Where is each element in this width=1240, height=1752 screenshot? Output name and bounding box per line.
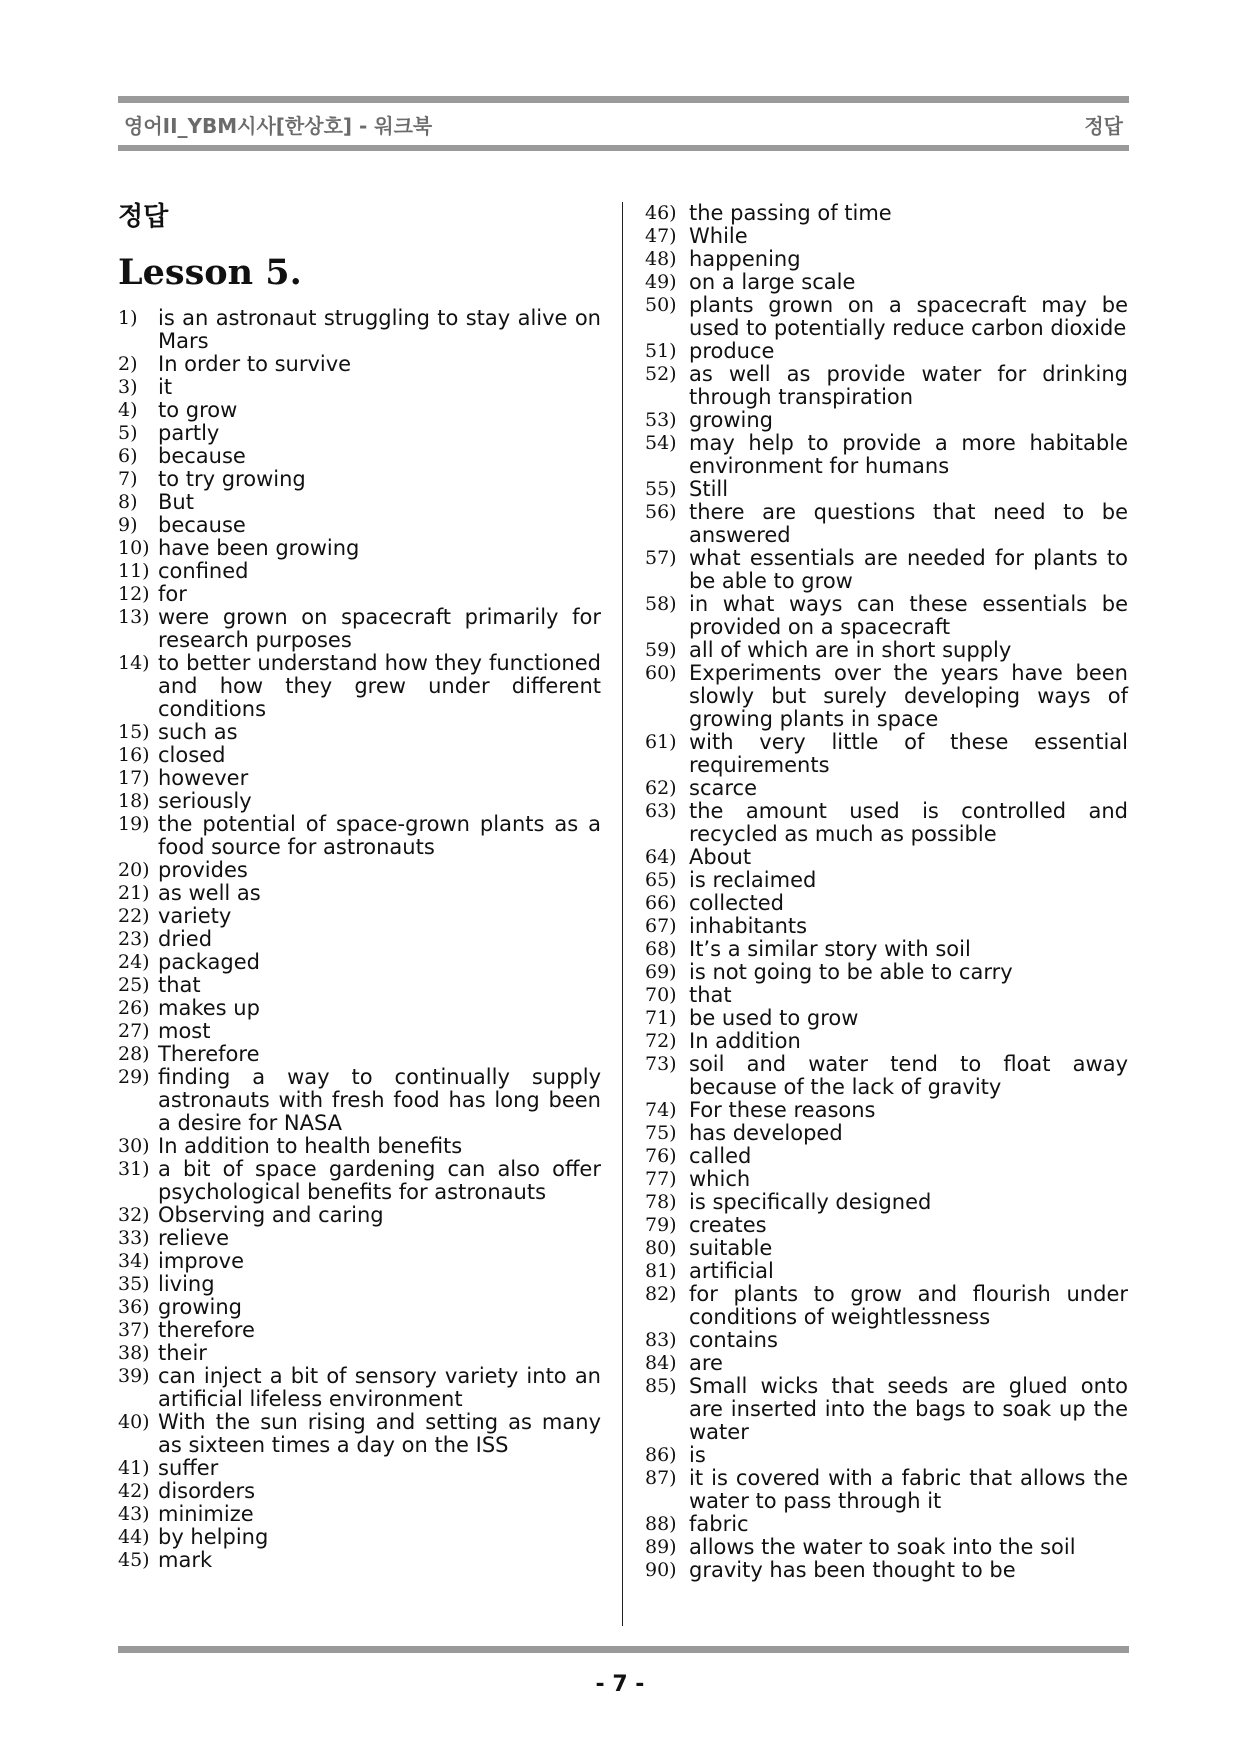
answer-number: 82) — [645, 1283, 677, 1305]
answer-item — [645, 938, 1128, 961]
answer-text: for plants to grow and flourish under conditions of weightlessness — [689, 1282, 1128, 1329]
answer-number: 50) — [645, 294, 677, 316]
answer-item — [645, 869, 1128, 892]
answer-number: 62) — [645, 777, 677, 799]
answer-text: fabric — [689, 1512, 749, 1536]
answer-number: 28) — [118, 1043, 150, 1065]
answer-item — [118, 1457, 601, 1480]
answer-text: to better understand how they functioned and how they grew under different conditions — [158, 651, 601, 721]
answer-item — [118, 813, 601, 859]
answer-number: 65) — [645, 869, 677, 891]
answer-number: 32) — [118, 1204, 150, 1226]
answer-number: 10) — [118, 537, 150, 559]
answer-text: for — [158, 582, 187, 606]
answer-text: But — [158, 490, 194, 514]
answer-item — [645, 202, 1128, 225]
answer-number: 59) — [645, 639, 677, 661]
answer-number: 42) — [118, 1480, 150, 1502]
answer-text: is an astronaut struggling to stay alive on Mars — [158, 306, 601, 353]
answer-text: there are questions that need to be answered — [689, 500, 1128, 547]
header-title: 영어II_YBM시사[한상호] - 워크북 — [124, 114, 433, 138]
answer-number: 33) — [118, 1227, 150, 1249]
answer-number: 2) — [118, 353, 138, 375]
answer-text: are — [689, 1351, 723, 1375]
answer-text: With the sun rising and setting as many as sixteen times a day on the ISS — [158, 1410, 601, 1457]
answer-item — [118, 997, 601, 1020]
answer-item — [118, 1549, 601, 1572]
answer-item — [118, 445, 601, 468]
answer-number: 81) — [645, 1260, 677, 1282]
answer-text: provides — [158, 858, 248, 882]
answer-item — [645, 777, 1128, 800]
answer-number: 80) — [645, 1237, 677, 1259]
answer-item — [645, 1191, 1128, 1214]
answer-text: the passing of time — [689, 201, 892, 225]
answer-item — [645, 1007, 1128, 1030]
answer-text: which — [689, 1167, 751, 1191]
answer-number: 45) — [118, 1549, 150, 1571]
answer-text: creates — [689, 1213, 767, 1237]
answer-text: makes up — [158, 996, 260, 1020]
answer-number: 56) — [645, 501, 677, 523]
answer-text: as well as — [158, 881, 261, 905]
answer-number: 60) — [645, 662, 677, 684]
answer-number: 44) — [118, 1526, 150, 1548]
answer-item — [645, 1099, 1128, 1122]
answer-number: 4) — [118, 399, 138, 421]
answer-number: 49) — [645, 271, 677, 293]
answer-text: growing — [158, 1295, 242, 1319]
answer-item — [645, 501, 1128, 547]
answer-text: Observing and caring — [158, 1203, 384, 1227]
answer-text: Still — [689, 477, 729, 501]
answer-text: is reclaimed — [689, 868, 817, 892]
answer-text: inhabitants — [689, 914, 808, 938]
answer-item — [118, 767, 601, 790]
answer-number: 75) — [645, 1122, 677, 1144]
answer-item — [118, 951, 601, 974]
answer-number: 69) — [645, 961, 677, 983]
answer-number: 90) — [645, 1559, 677, 1581]
answer-number: 61) — [645, 731, 677, 753]
answer-item — [645, 1352, 1128, 1375]
answer-text: About — [689, 845, 752, 869]
answer-text: dried — [158, 927, 213, 951]
answer-number: 71) — [645, 1007, 677, 1029]
answer-item — [645, 892, 1128, 915]
answer-number: 46) — [645, 202, 677, 224]
answer-item — [118, 744, 601, 767]
answer-number: 40) — [118, 1411, 150, 1433]
answer-item — [118, 928, 601, 951]
answer-item — [118, 652, 601, 721]
answer-text: confined — [158, 559, 249, 583]
answer-item — [118, 1135, 601, 1158]
answer-text: a bit of space gardening can also offer psychological benefits for astronauts — [158, 1157, 601, 1204]
answer-number: 78) — [645, 1191, 677, 1213]
answer-item — [645, 731, 1128, 777]
lesson-title: Lesson 5. — [118, 252, 302, 293]
answer-number: 84) — [645, 1352, 677, 1374]
answer-number: 43) — [118, 1503, 150, 1525]
answer-text: mark — [158, 1548, 213, 1572]
answer-number: 20) — [118, 859, 150, 881]
answer-number: 87) — [645, 1467, 677, 1489]
answer-item — [645, 1513, 1128, 1536]
answer-number: 13) — [118, 606, 150, 628]
answer-item — [645, 1145, 1128, 1168]
answer-text: artificial — [689, 1259, 774, 1283]
answer-text: it is covered with a fabric that allows the water to pass through it — [689, 1466, 1128, 1513]
answer-text: plants grown on a spacecraft may be used to potentially reduce carbon dioxide — [689, 293, 1128, 340]
answer-item — [645, 547, 1128, 593]
answer-number: 11) — [118, 560, 150, 582]
answer-text: because — [158, 513, 246, 537]
answer-number: 30) — [118, 1135, 150, 1157]
answer-item — [645, 1122, 1128, 1145]
answer-item — [118, 491, 601, 514]
answer-text: gravity has been thought to be — [689, 1558, 1016, 1582]
answer-number: 74) — [645, 1099, 677, 1121]
answer-item — [118, 1227, 601, 1250]
answer-number: 1) — [118, 307, 138, 329]
answer-number: 64) — [645, 846, 677, 868]
answer-text: relieve — [158, 1226, 230, 1250]
answer-item — [118, 353, 601, 376]
answer-item — [645, 432, 1128, 478]
answer-text: by helping — [158, 1525, 269, 1549]
answer-number: 47) — [645, 225, 677, 247]
answer-text: is not going to be able to carry — [689, 960, 1013, 984]
answer-item — [118, 468, 601, 491]
answer-number: 7) — [118, 468, 138, 490]
answer-text: has developed — [689, 1121, 843, 1145]
answer-item — [118, 606, 601, 652]
answer-text: have been growing — [158, 536, 360, 560]
answer-text: growing — [689, 408, 773, 432]
answer-text: Experiments over the years have been slowly but surely developing ways of growing plants in space — [689, 661, 1128, 731]
answer-item — [645, 1283, 1128, 1329]
answer-number: 55) — [645, 478, 677, 500]
answer-text: allows the water to soak into the soil — [689, 1535, 1076, 1559]
answer-item — [118, 1365, 601, 1411]
answer-item — [118, 1158, 601, 1204]
answer-text: most — [158, 1019, 211, 1043]
answer-text: partly — [158, 421, 220, 445]
footer-rule — [118, 1646, 1129, 1653]
answer-item — [118, 376, 601, 399]
answer-item — [118, 560, 601, 583]
answer-number: 41) — [118, 1457, 150, 1479]
answer-text: be used to grow — [689, 1006, 859, 1030]
answer-text: the amount used is controlled and recycled as much as possible — [689, 799, 1128, 846]
answer-text: because — [158, 444, 246, 468]
answer-item — [645, 363, 1128, 409]
answer-item — [118, 721, 601, 744]
answer-text: on a large scale — [689, 270, 856, 294]
answer-item — [118, 1411, 601, 1457]
answer-number: 39) — [118, 1365, 150, 1387]
answer-item — [118, 1043, 601, 1066]
answer-text: is specifically designed — [689, 1190, 932, 1214]
answer-item — [645, 639, 1128, 662]
answer-number: 37) — [118, 1319, 150, 1341]
header-bottom-rule — [118, 145, 1129, 151]
answer-text: In addition — [689, 1029, 801, 1053]
answer-number: 5) — [118, 422, 138, 444]
answer-text: their — [158, 1341, 207, 1365]
answer-number: 89) — [645, 1536, 677, 1558]
answer-item — [645, 1329, 1128, 1352]
answer-number: 18) — [118, 790, 150, 812]
answer-item — [645, 915, 1128, 938]
answer-item — [645, 1260, 1128, 1283]
answer-text: In addition to health benefits — [158, 1134, 463, 1158]
answer-item — [645, 271, 1128, 294]
answer-text: what essentials are needed for plants to be able to grow — [689, 546, 1128, 593]
answer-text: suitable — [689, 1236, 773, 1260]
answer-text: suffer — [158, 1456, 219, 1480]
answer-item — [645, 1375, 1128, 1444]
answer-item — [645, 294, 1128, 340]
answer-item — [118, 1296, 601, 1319]
answer-item — [118, 399, 601, 422]
answer-item — [645, 593, 1128, 639]
answer-text: In order to survive — [158, 352, 352, 376]
answer-item — [118, 307, 601, 353]
answer-item — [645, 984, 1128, 1007]
answer-number: 83) — [645, 1329, 677, 1351]
answer-number: 53) — [645, 409, 677, 431]
answer-number: 31) — [118, 1158, 150, 1180]
answer-item — [645, 1444, 1128, 1467]
answer-text: happening — [689, 247, 801, 271]
answer-text: therefore — [158, 1318, 255, 1342]
answer-item — [118, 514, 601, 537]
answer-item — [645, 961, 1128, 984]
answer-column-right — [645, 202, 1128, 1582]
answer-item — [118, 905, 601, 928]
answer-number: 6) — [118, 445, 138, 467]
answer-text: the potential of space-grown plants as a food source for astronauts — [158, 812, 601, 859]
answer-item — [118, 859, 601, 882]
answer-item — [645, 1237, 1128, 1260]
answer-number: 12) — [118, 583, 150, 605]
answer-number: 24) — [118, 951, 150, 973]
answer-number: 17) — [118, 767, 150, 789]
answer-number: 72) — [645, 1030, 677, 1052]
answer-number: 22) — [118, 905, 150, 927]
answer-text: minimize — [158, 1502, 254, 1526]
answer-number: 9) — [118, 514, 138, 536]
answer-text: Small wicks that seeds are glued onto are inserted into the bags to soak up the water — [689, 1374, 1128, 1444]
answer-number: 88) — [645, 1513, 677, 1535]
answer-number: 21) — [118, 882, 150, 904]
answer-item — [118, 1319, 601, 1342]
answer-item — [645, 409, 1128, 432]
answer-number: 54) — [645, 432, 677, 454]
answer-number: 76) — [645, 1145, 677, 1167]
answer-number: 86) — [645, 1444, 677, 1466]
answer-text: seriously — [158, 789, 252, 813]
answer-item — [118, 1066, 601, 1135]
answer-item — [645, 1053, 1128, 1099]
answer-text: in what ways can these essentials be provided on a spacecraft — [689, 592, 1128, 639]
answer-number: 68) — [645, 938, 677, 960]
answer-item — [645, 1168, 1128, 1191]
answer-text: soil and water tend to float away because of the lack of gravity — [689, 1052, 1128, 1099]
answer-item — [645, 340, 1128, 363]
answer-number: 70) — [645, 984, 677, 1006]
answer-number: 63) — [645, 800, 677, 822]
answer-number: 36) — [118, 1296, 150, 1318]
answer-item — [118, 1526, 601, 1549]
answer-item — [645, 1030, 1128, 1053]
answer-text: scarce — [689, 776, 757, 800]
answer-item — [118, 1020, 601, 1043]
answer-item — [118, 882, 601, 905]
answer-text: finding a way to continually supply astronauts with fresh food has long been a desire for NASA — [158, 1065, 601, 1135]
answer-item — [645, 662, 1128, 731]
answer-item — [118, 583, 601, 606]
page-number: - 7 - — [595, 1672, 645, 1697]
answer-text: is — [689, 1443, 706, 1467]
answer-number: 29) — [118, 1066, 150, 1088]
answer-text: may help to provide a more habitable environment for humans — [689, 431, 1128, 478]
answer-item — [645, 846, 1128, 869]
answer-text: Therefore — [158, 1042, 260, 1066]
answer-item — [118, 1273, 601, 1296]
answer-text: however — [158, 766, 249, 790]
answer-number: 48) — [645, 248, 677, 270]
answer-number: 77) — [645, 1168, 677, 1190]
answer-number: 51) — [645, 340, 677, 362]
answer-item — [645, 1467, 1128, 1513]
answer-text: disorders — [158, 1479, 256, 1503]
answer-text: to try growing — [158, 467, 306, 491]
answer-number: 58) — [645, 593, 677, 615]
answer-text: contains — [689, 1328, 778, 1352]
answer-text: called — [689, 1144, 752, 1168]
answer-text: For these reasons — [689, 1098, 876, 1122]
answer-column-left — [118, 307, 601, 1572]
answer-item — [118, 1503, 601, 1526]
answer-text: all of which are in short supply — [689, 638, 1012, 662]
answer-text: While — [689, 224, 748, 248]
answer-number: 67) — [645, 915, 677, 937]
answer-text: packaged — [158, 950, 260, 974]
column-divider — [622, 202, 623, 1626]
answer-number: 23) — [118, 928, 150, 950]
answer-text: closed — [158, 743, 226, 767]
answer-number: 16) — [118, 744, 150, 766]
answer-number: 52) — [645, 363, 677, 385]
answer-number: 14) — [118, 652, 150, 674]
answer-item — [118, 1480, 601, 1503]
answer-item — [645, 1214, 1128, 1237]
answer-item — [118, 422, 601, 445]
answer-number: 15) — [118, 721, 150, 743]
answer-text: were grown on spacecraft primarily for research purposes — [158, 605, 601, 652]
answer-number: 34) — [118, 1250, 150, 1272]
answer-number: 27) — [118, 1020, 150, 1042]
answer-number: 19) — [118, 813, 150, 835]
answer-number: 85) — [645, 1375, 677, 1397]
answer-item — [645, 1559, 1128, 1582]
answer-number: 79) — [645, 1214, 677, 1236]
answer-item — [118, 537, 601, 560]
header-top-rule — [118, 96, 1129, 103]
answer-text: It’s a similar story with soil — [689, 937, 971, 961]
answer-number: 26) — [118, 997, 150, 1019]
section-title: 정답 — [118, 202, 169, 232]
answer-item — [118, 1250, 601, 1273]
answer-item — [645, 800, 1128, 846]
answer-item — [645, 225, 1128, 248]
answer-text: produce — [689, 339, 775, 363]
answer-number: 38) — [118, 1342, 150, 1364]
answer-text: to grow — [158, 398, 238, 422]
answer-item — [645, 1536, 1128, 1559]
answer-text: can inject a bit of sensory variety into an artificial lifeless environment — [158, 1364, 601, 1411]
answer-number: 25) — [118, 974, 150, 996]
answer-text: it — [158, 375, 173, 399]
header-section-label: 정답 — [1084, 114, 1123, 138]
answer-text: variety — [158, 904, 232, 928]
answer-item — [118, 1342, 601, 1365]
answer-number: 73) — [645, 1053, 677, 1075]
answer-item — [118, 974, 601, 997]
answer-item — [118, 1204, 601, 1227]
answer-number: 3) — [118, 376, 138, 398]
answer-item — [645, 478, 1128, 501]
answer-text: improve — [158, 1249, 244, 1273]
answer-number: 35) — [118, 1273, 150, 1295]
answer-text: such as — [158, 720, 238, 744]
answer-number: 57) — [645, 547, 677, 569]
answer-item — [118, 790, 601, 813]
answer-text: as well as provide water for drinking through transpiration — [689, 362, 1128, 409]
answer-text: that — [158, 973, 201, 997]
answer-number: 8) — [118, 491, 138, 513]
answer-text: collected — [689, 891, 785, 915]
answer-number: 66) — [645, 892, 677, 914]
answer-text: living — [158, 1272, 215, 1296]
answer-item — [645, 248, 1128, 271]
answer-text: with very little of these essential requirements — [689, 730, 1128, 777]
answer-text: that — [689, 983, 732, 1007]
